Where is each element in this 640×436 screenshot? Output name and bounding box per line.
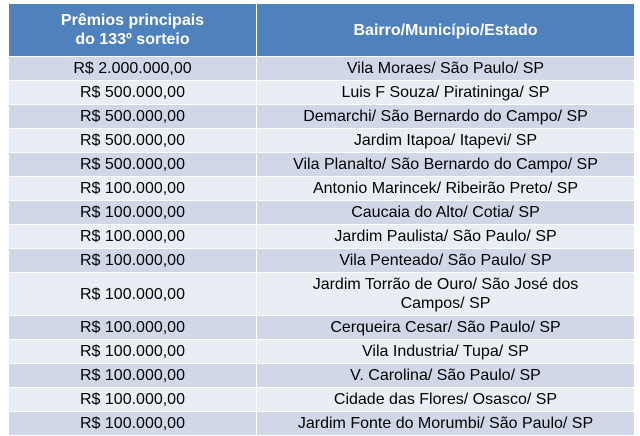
- table-row: [9, 273, 635, 316]
- prize-cell: R$ 100.000,00: [9, 273, 257, 316]
- location-cell: Cerqueira Cesar/ São Paulo/ SP: [257, 316, 635, 340]
- table-header-row: [9, 4, 635, 57]
- prize-cell: R$ 500.000,00: [9, 129, 257, 153]
- table-row: [9, 412, 635, 436]
- location-line2: Campos/ SP: [400, 295, 491, 312]
- table-row: [9, 201, 635, 225]
- location-cell: Vila Planalto/ São Bernardo do Campo/ SP: [257, 153, 635, 177]
- prize-cell: R$ 100.000,00: [9, 412, 257, 436]
- table-row: [9, 57, 635, 81]
- prize-cell: R$ 500.000,00: [9, 153, 257, 177]
- table-row: [9, 81, 635, 105]
- prize-cell: R$ 500.000,00: [9, 81, 257, 105]
- table-row: [9, 177, 635, 201]
- location-cell: Jardim Itapoa/ Itapevi/ SP: [257, 129, 635, 153]
- table-row: [9, 249, 635, 273]
- location-cell: Jardim Paulista/ São Paulo/ SP: [257, 225, 635, 249]
- location-cell: Cidade das Flores/ Osasco/ SP: [257, 388, 635, 412]
- prize-cell: R$ 100.000,00: [9, 249, 257, 273]
- table-row: [9, 388, 635, 412]
- prize-cell: R$ 100.000,00: [9, 364, 257, 388]
- location-cell: Caucaia do Alto/ Cotia/ SP: [257, 201, 635, 225]
- header-local: Bairro/Município/Estado: [257, 4, 635, 57]
- prize-cell: R$ 2.000.000,00: [9, 57, 257, 81]
- table-row: [9, 105, 635, 129]
- prize-table: [8, 3, 635, 436]
- prize-cell: R$ 100.000,00: [9, 225, 257, 249]
- location-cell: Vila Industria/ Tupa/ SP: [257, 340, 635, 364]
- location-line1: Jardim Torrão de Ouro/ São José dos: [312, 276, 579, 293]
- location-cell: Demarchi/ São Bernardo do Campo/ SP: [257, 105, 635, 129]
- prize-cell: R$ 100.000,00: [9, 340, 257, 364]
- table-row: [9, 129, 635, 153]
- location-cell: V. Carolina/ São Paulo/ SP: [257, 364, 635, 388]
- prize-cell: R$ 100.000,00: [9, 316, 257, 340]
- location-cell: Vila Moraes/ São Paulo/ SP: [257, 57, 635, 81]
- header-premios: [9, 4, 257, 57]
- header-premios-line1: Prêmios principais: [60, 12, 205, 29]
- prize-cell: R$ 100.000,00: [9, 388, 257, 412]
- prize-cell: R$ 500.000,00: [9, 105, 257, 129]
- table-row: [9, 364, 635, 388]
- location-cell: [257, 273, 635, 316]
- location-cell: Luis F Souza/ Piratininga/ SP: [257, 81, 635, 105]
- table-row: [9, 340, 635, 364]
- table-row: [9, 316, 635, 340]
- table-row: [9, 153, 635, 177]
- header-premios-line2: do 133º sorteio: [75, 31, 190, 48]
- location-cell: Jardim Fonte do Morumbi/ São Paulo/ SP: [257, 412, 635, 436]
- prize-cell: R$ 100.000,00: [9, 177, 257, 201]
- location-cell: Antonio Marincek/ Ribeirão Preto/ SP: [257, 177, 635, 201]
- prize-cell: R$ 100.000,00: [9, 201, 257, 225]
- table-row: [9, 225, 635, 249]
- location-cell: Vila Penteado/ São Paulo/ SP: [257, 249, 635, 273]
